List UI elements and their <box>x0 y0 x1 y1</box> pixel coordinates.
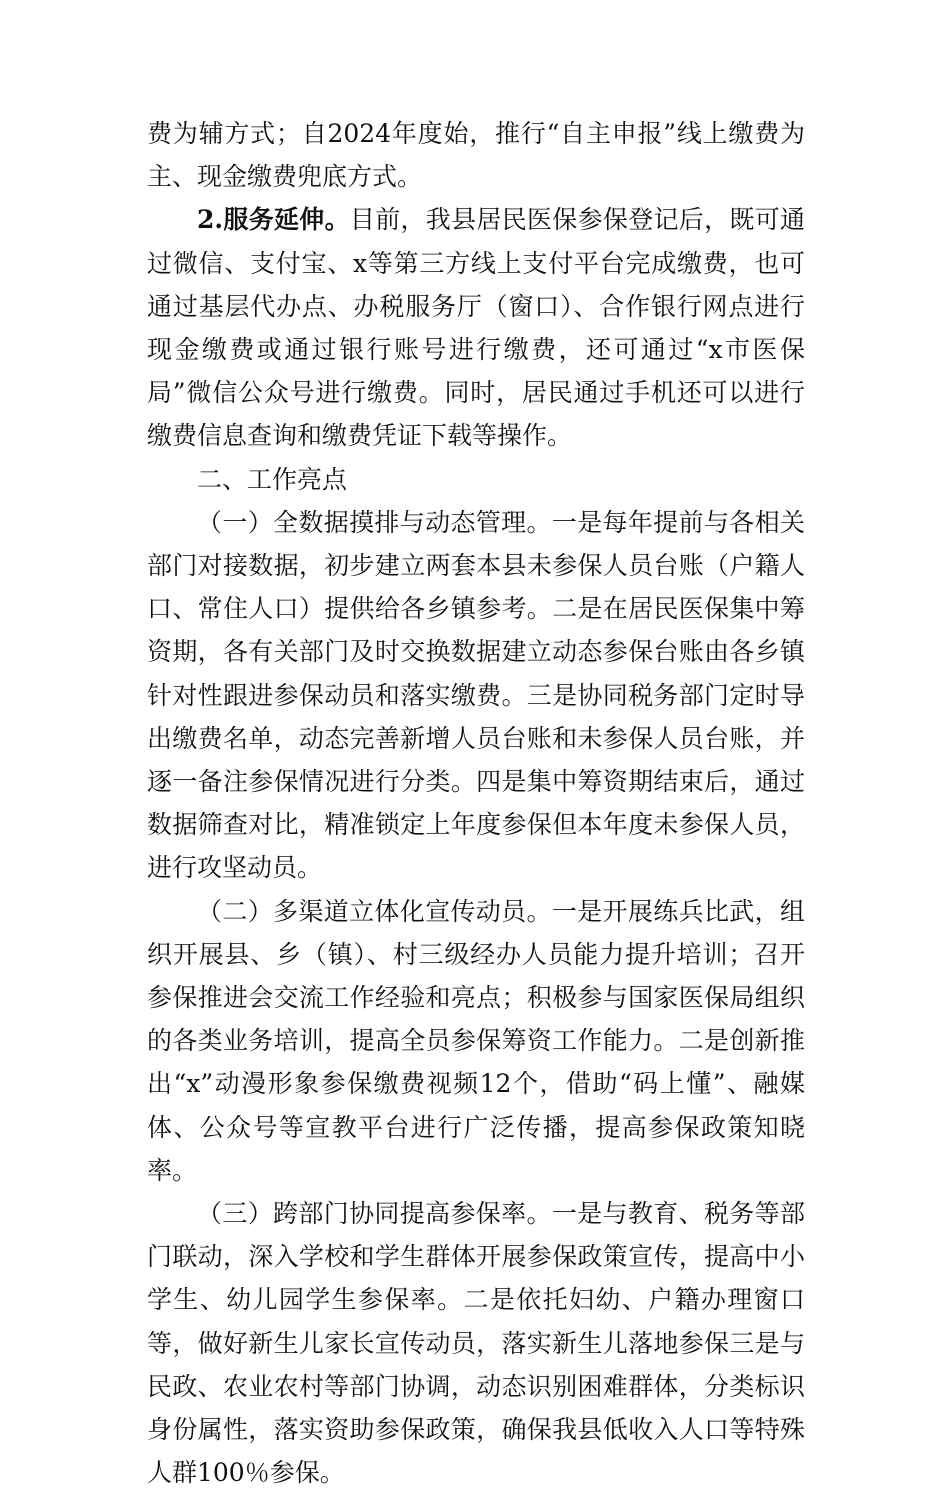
document-body <box>147 112 805 1495</box>
paragraph-data-management <box>147 501 805 890</box>
paragraph-lead: （二）多渠道立体化宣传动员。 <box>197 896 552 926</box>
section-heading: 二、工作亮点 <box>197 464 348 494</box>
paragraph-lead: （三）跨部门协同提高参保率。 <box>197 1199 552 1229</box>
paragraph-publicity <box>147 890 805 1192</box>
paragraph-cross-department <box>147 1192 805 1494</box>
paragraph-service-extension <box>147 198 805 457</box>
paragraph-lead: （一）全数据摸排与动态管理。 <box>197 507 552 537</box>
paragraph-text: 一是每年提前与各相关部门对接数据，初步建立两套本县未参保人员台账（户籍人口、常住人口）提供给各乡镇参考。二是在居民医保集中筹资期，各有关部门及时交换数据建立动态参保台账由各乡镇针对性跟进参保动员和落实缴费。三是协同税务部门定时导出缴费名单，动态完善新增人员台账和未参保人员台账，并逐一备注参保情况进行分类。四是集中筹资期结束后，通过数据筛查对比，精准锁定上年度参保但本年度未参保人员，进行攻坚动员。 <box>147 507 805 883</box>
paragraph-payment-method: 费为辅方式；自2024年度始，推行“自主申报”线上缴费为主、现金缴费兜底方式。 <box>147 119 805 192</box>
paragraph-lead: 2.服务延伸。 <box>197 205 350 235</box>
paragraph-text: 目前，我县居民医保参保登记后，既可通过微信、支付宝、x等第三方线上支付平台完成缴费，也可通过基层代办点、办税服务厅（窗口）、合作银行网点进行现金缴费或通过银行账号进行缴费，还可通过“x市医保局”微信公众号进行缴费。同时，居民通过手机还可以进行缴费信息查询和缴费凭证下载等操作。 <box>147 205 805 451</box>
paragraph-text: 一是与教育、税务等部门联动，深入学校和学生群体开展参保政策宣传，提高中小学生、幼儿园学生参保率。二是依托妇幼、户籍办理窗口等，做好新生儿家长宣传动员，落实新生儿落地参保三是与民政、农业农村等部门协调，动态识别困难群体，分类标识身份属性，落实资助参保政策，确保我县低收入人口等特殊人群100％参保。 <box>147 1199 805 1488</box>
paragraph-text: 一是开展练兵比武，组织开展县、乡（镇）、村三级经办人员能力提升培训；召开参保推进会交流工作经验和亮点；积极参与国家医保局组织的各类业务培训，提高全员参保筹资工作能力。二是创新推出“x”动漫形象参保缴费视频12个，借助“码上懂”、融媒体、公众号等宣教平台进行广泛传播，提高参保政策知晓率。 <box>147 896 805 1185</box>
